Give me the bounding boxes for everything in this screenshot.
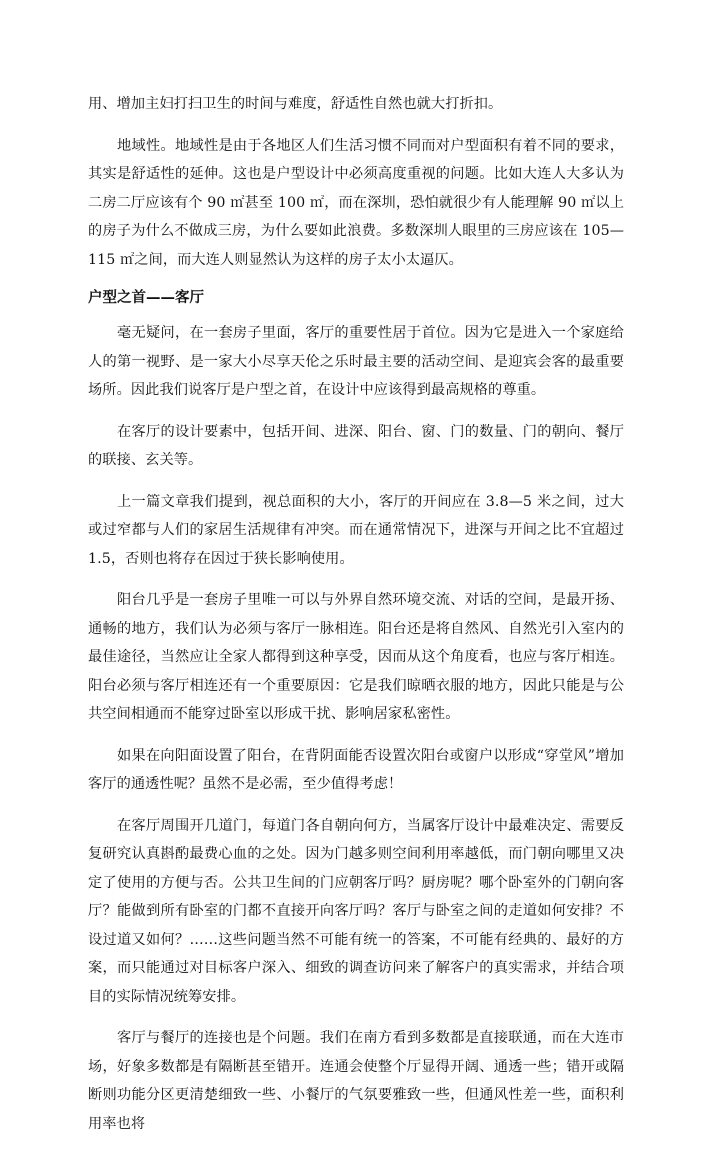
paragraph-width-depth: 上一篇文章我们提到，视总面积的大小，客厅的开间应在 3.8—5 米之间，过大或过窄都与人们的家居生活规律有冲突。而在通常情况下，进深与开间之比不宜超过 1.5，否则也将存在因过于狭长影响使用。 — [88, 493, 624, 567]
paragraph-design-elements: 在客厅的设计要素中，包括开间、进深、阳台、窗、门的数量、门的朝向、餐厅的联接、玄关等。 — [88, 423, 624, 468]
paragraph-cross-ventilation: 如果在向阳面设置了阳台，在背阴面能否设置次阳台或窗户以形成“穿堂风”增加客厅的通透性呢？虽然不是必需，至少值得考虑！ — [88, 747, 624, 792]
paragraph-dining-connection: 客厅与餐厅的连接也是个问题。我们在南方看到多数都是直接联通，而在大连市场，好象多数都是有隔断甚至错开。连通会使整个厅显得开阔、通透一些；错开或隔断则功能分区更清楚细致一些、小餐厅的气氛要雅致一些，但通风性差一些，面积利用率也将 — [88, 1030, 624, 1132]
document-page — [88, 90, 624, 1151]
paragraph-continuation: 用、增加主妇打扫卫生的时间与难度，舒适性自然也就大打折扣。 — [88, 96, 503, 112]
paragraph-balcony: 阳台几乎是一套房子里唯一可以与外界自然环境交流、对话的空间，是最开扬、通畅的地方，我们认为必须与客厅一脉相连。阳台还是将自然风、自然光引入室内的最佳途径，当然应让全家人都得到这种享受，因而从这个角度看，也应与客厅相连。阳台必须与客厅相连还有一个重要原因：它是我们晾晒衣服的地方，因此只能是与公共空间相通而不能穿过卧室以形成干扰、影响居家私密性。 — [88, 592, 624, 722]
paragraph-living-room-importance: 毫无疑问，在一套房子里面，客厅的重要性居于首位。因为它是进入一个家庭给人的第一视野、是一家大小尽享天伦之乐时最主要的活动空间、是迎宾会客的最重要场所。因此我们说客厅是户型之首，在设计中应该得到最高规格的尊重。 — [88, 325, 624, 398]
section-heading-living-room: 户型之首——客厅 — [88, 290, 204, 306]
paragraph-doors: 在客厅周围开几道门，每道门各自朝向何方，当属客厅设计中最难决定、需要反复研究认真斟酌最费心血的之处。因为门越多则空间利用率越低，而门朝向哪里又决定了使用的方便与否。公共卫生间的门应朝客厅吗？厨房呢？哪个卧室外的门朝向客厅？能做到所有卧室的门都不直接开向客厅吗？客厅与卧室之间的走道如何安排？不设过道又如何？……这些问题当然不可能有统一的答案，不可能有经典的、最好的方案，而只能通过对目标客户深入、细致的调查访问来了解客户的真实需求，并结合项目的实际情况统筹安排。 — [88, 817, 624, 1005]
paragraph-regionality: 地域性。地域性是由于各地区人们生活习惯不同而对户型面积有着不同的要求，其实是舒适性的延伸。这也是户型设计中必须高度重视的问题。比如大连人大多认为二房二厅应该有个 90 ㎡甚至 100 ㎡，而在深圳，恐怕就很少有人能理解 90 ㎡以上的房子为什么不做成三房，为什么要如此浪费。多数深圳人眼里的三房应该在 105—115 ㎡之间，而大连人则显然认为这样的房子太小太逼仄。 — [88, 137, 624, 268]
